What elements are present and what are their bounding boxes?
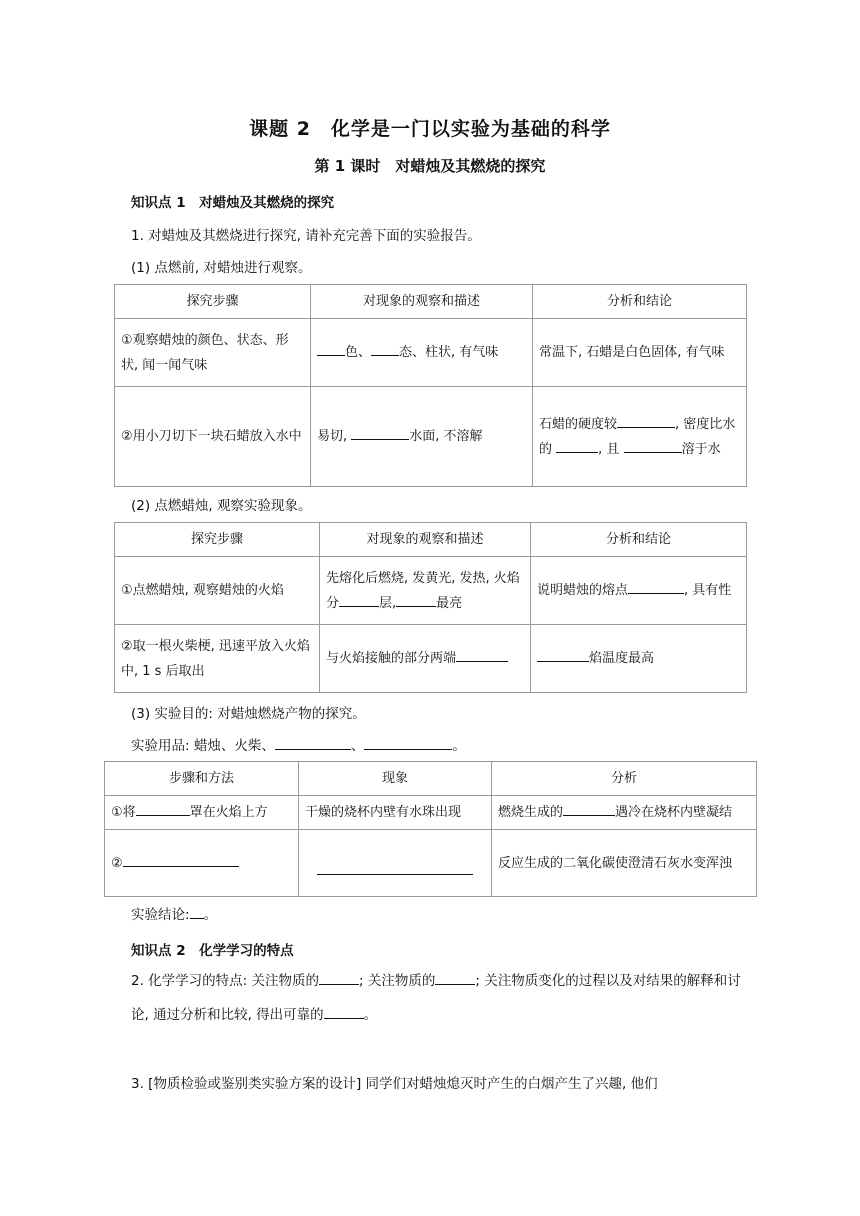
- table-cell-conclusion: 石蜡的硬度较 , 密度比水的 , 且 溶于水: [533, 387, 747, 487]
- table-cell-phenomenon: [299, 830, 492, 897]
- question-1-intro: 1. 对蜡烛及其燃烧进行探究, 请补充完善下面的实验报告。: [131, 228, 481, 244]
- answer-blank[interactable]: [456, 647, 508, 662]
- answer-blank[interactable]: [396, 592, 436, 607]
- lesson-subtitle: 第 1 课时 对蜡烛及其燃烧的探究: [314, 157, 546, 175]
- table-header: 探究步骤: [115, 285, 311, 319]
- supplies-line: 实验用品: 蜡烛、火柴、 、 。: [131, 735, 466, 757]
- question-2: 2. 化学学习的特点: 关注物质的 ; 关注物质的 ; 关注物质变化的过程以及对结果的解释和讨论, 通过分析和比较, 得出可靠的 。: [131, 964, 741, 1032]
- knowledge-point-1: 知识点 1 对蜡烛及其燃烧的探究: [131, 195, 335, 211]
- table-header: 探究步骤: [115, 523, 320, 557]
- combustion-product-table: [104, 761, 757, 897]
- answer-blank[interactable]: [123, 852, 239, 867]
- table-cell-observation: 色、 态、柱状, 有气味: [311, 319, 533, 387]
- table-header: 分析和结论: [531, 523, 747, 557]
- table-cell-conclusion: 说明蜡烛的熔点 , 具有性: [531, 557, 747, 625]
- answer-blank[interactable]: [319, 970, 359, 985]
- answer-blank[interactable]: [317, 341, 345, 356]
- answer-blank[interactable]: [364, 735, 452, 750]
- answer-blank[interactable]: [190, 904, 204, 919]
- conclusion-line: 实验结论: 。: [131, 904, 217, 926]
- observation-table-burning: [114, 522, 747, 693]
- question-3: 3. [物质检验或鉴别类实验方案的设计] 同学们对蜡烛熄灭时产生的白烟产生了兴趣, 他们: [131, 1076, 658, 1092]
- question-1-part-2: (2) 点燃蜡烛, 观察实验现象。: [131, 498, 312, 514]
- answer-blank[interactable]: [556, 438, 598, 453]
- answer-blank[interactable]: [435, 970, 475, 985]
- answer-blank[interactable]: [351, 425, 409, 440]
- table-header: 对现象的观察和描述: [320, 523, 531, 557]
- table-header: 分析和结论: [533, 285, 747, 319]
- table-cell-observation: 与火焰接触的部分两端: [320, 625, 531, 693]
- table-cell-step: ②: [105, 830, 299, 897]
- table-cell-analysis: 燃烧生成的 遇冷在烧杯内壁凝结: [492, 796, 757, 830]
- answer-blank[interactable]: [563, 801, 615, 816]
- question-1-part-3: (3) 实验目的: 对蜡烛燃烧产物的探究。: [131, 706, 366, 722]
- answer-blank[interactable]: [624, 438, 682, 453]
- table-cell-step: ②用小刀切下一块石蜡放入水中: [115, 387, 311, 487]
- answer-blank[interactable]: [617, 413, 675, 428]
- table-cell-step: ①将 罩在火焰上方: [105, 796, 299, 830]
- table-header: 现象: [299, 762, 492, 796]
- table-cell-step: ①点燃蜡烛, 观察蜡烛的火焰: [115, 557, 320, 625]
- question-1-part-1: (1) 点燃前, 对蜡烛进行观察。: [131, 260, 312, 276]
- page-title: 课题 2 化学是一门以实验为基础的科学: [249, 118, 611, 140]
- table-cell-step: ②取一根火柴梗, 迅速平放入火焰中, 1 s 后取出: [115, 625, 320, 693]
- table-header: 分析: [492, 762, 757, 796]
- knowledge-point-2: 知识点 2 化学学习的特点: [131, 943, 294, 959]
- answer-blank[interactable]: [628, 579, 684, 594]
- answer-blank[interactable]: [537, 647, 589, 662]
- table-cell-observation: 易切, 水面, 不溶解: [311, 387, 533, 487]
- answer-blank[interactable]: [317, 873, 473, 875]
- table-cell-observation: 先熔化后燃烧, 发黄光, 发热, 火焰分 层, 最亮: [320, 557, 531, 625]
- table-cell-conclusion: 焰温度最高: [531, 625, 747, 693]
- table-header: 步骤和方法: [105, 762, 299, 796]
- answer-blank[interactable]: [275, 735, 351, 750]
- table-cell-phenomenon: 干燥的烧杯内壁有水珠出现: [299, 796, 492, 830]
- observation-table-before-lighting: [114, 284, 747, 487]
- table-cell-analysis: 反应生成的二氧化碳使澄清石灰水变浑浊: [492, 830, 757, 897]
- answer-blank[interactable]: [371, 341, 399, 356]
- answer-blank[interactable]: [136, 801, 190, 816]
- answer-blank[interactable]: [324, 1004, 364, 1019]
- answer-blank[interactable]: [339, 592, 379, 607]
- table-header: 对现象的观察和描述: [311, 285, 533, 319]
- table-cell-conclusion: 常温下, 石蜡是白色固体, 有气味: [533, 319, 747, 387]
- table-cell-step: ①观察蜡烛的颜色、状态、形状, 闻一闻气味: [115, 319, 311, 387]
